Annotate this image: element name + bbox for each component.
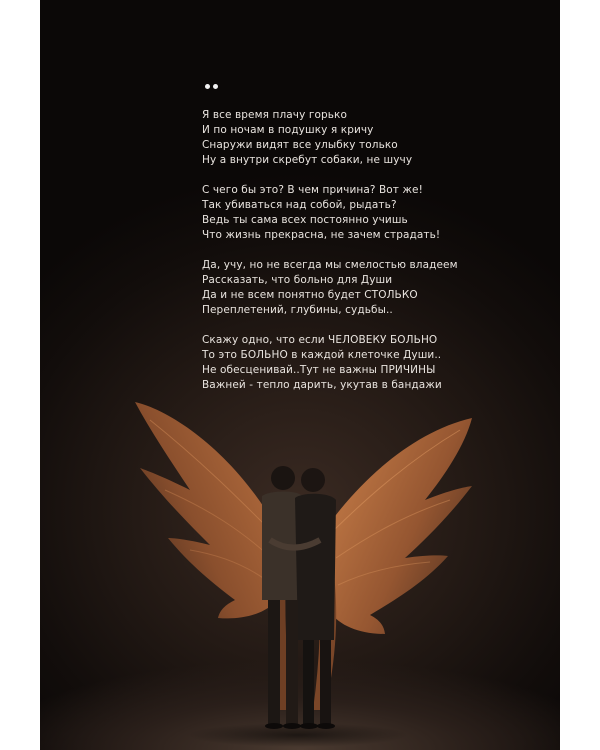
winged-figures-illustration	[40, 390, 560, 750]
poem-line: Снаружи видят все улыбку только	[202, 139, 398, 151]
poem-line: Переплетений, глубины, судьбы..	[202, 304, 393, 316]
poem-line: Не обесценивай..Тут не важны ПРИЧИНЫ	[202, 364, 436, 376]
poem-line: Рассказать, что больно для Души	[202, 274, 393, 286]
poem-line: То это БОЛЬНО в каждой клеточке Души..	[202, 349, 442, 361]
poem-line: И по ночам в подушку я кричу	[202, 124, 374, 136]
poem-page	[40, 0, 560, 750]
poem-line: Ну а внутри скребут собаки, не шучу	[202, 154, 413, 166]
right-wing	[313, 418, 472, 710]
poem-line: Я все время плачу горько	[202, 109, 348, 121]
poem-line: Скажу одно, что если ЧЕЛОВЕКУ БОЛЬНО	[202, 334, 438, 346]
stanza-3	[202, 258, 532, 318]
poem-line: Что жизнь прекрасна, не зачем страдать!	[202, 229, 441, 241]
embracing-figures	[262, 466, 336, 729]
poem-line: Ведь ты сама всех постоянно учишь	[202, 214, 408, 226]
stanza-1	[202, 108, 532, 168]
dot	[213, 84, 218, 89]
poem-line: С чего бы это? В чем причина? Вот же!	[202, 184, 423, 196]
stanza-4	[202, 333, 532, 393]
stanza-2	[202, 183, 532, 243]
poem-line: Так убиваться над собой, рыдать?	[202, 199, 397, 211]
ellipsis-marker	[205, 84, 218, 89]
poem-line: Да, учу, но не всегда мы смелостью владеем	[202, 259, 458, 271]
poem-line: Важней - тепло дарить, укутав в бандажи	[202, 379, 442, 391]
poem-line: Да и не всем понятно будет СТОЛЬКО	[202, 289, 418, 301]
dot	[205, 84, 210, 89]
poem-text	[202, 108, 532, 408]
